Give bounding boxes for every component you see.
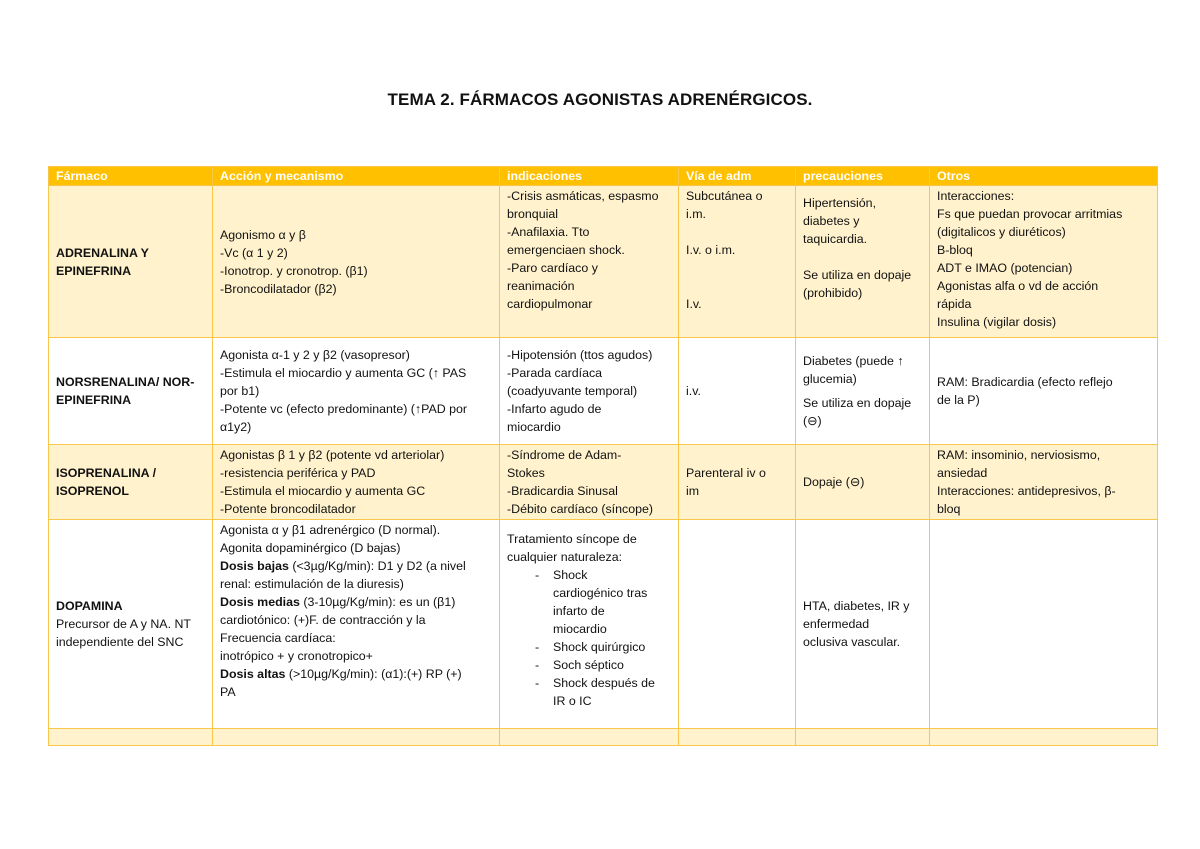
text-line: -Débito cardíaco (síncope) xyxy=(507,502,654,516)
text-line: -Potente broncodilatador xyxy=(220,502,356,516)
text-line: oclusiva vascular. xyxy=(803,635,901,649)
text-line: bronquial xyxy=(507,207,558,221)
text-line: (digitalicos y diuréticos) xyxy=(937,225,1066,239)
text-line: -Vc (α 1 y 2) xyxy=(220,245,288,260)
bold-label: Dosis altas xyxy=(220,667,286,681)
text-line: B-bloq xyxy=(937,243,973,257)
cell-accion xyxy=(213,445,500,520)
indication-list xyxy=(507,566,671,710)
cell-precauciones xyxy=(796,338,930,445)
text-line: -Anafilaxia. Tto xyxy=(507,225,590,239)
bold-label: Dosis bajas xyxy=(220,559,289,573)
text-line: -Paro cardíaco y xyxy=(507,261,598,275)
page-title: TEMA 2. FÁRMACOS AGONISTAS ADRENÉRGICOS. xyxy=(387,90,813,109)
text-line: independiente del SNC xyxy=(56,635,184,649)
cell-farmaco xyxy=(49,338,213,445)
cell-precauciones xyxy=(796,520,930,729)
text-line: (⊖) xyxy=(803,414,822,428)
cell-farmaco xyxy=(49,520,213,729)
text-line: i.v. xyxy=(686,384,701,398)
text-line: im xyxy=(686,484,700,498)
text-line: -Parada cardíaca xyxy=(507,366,603,380)
cell-indicaciones xyxy=(500,520,679,729)
text-line: Interacciones: xyxy=(937,189,1015,203)
list-item: - Soch séptico xyxy=(553,656,671,674)
text-line: ADT e IMAO (potencian) xyxy=(937,261,1073,275)
cell-otros xyxy=(930,520,1158,729)
text-line: reanimación xyxy=(507,279,575,293)
text-line: -Estimula el miocardio y aumenta GC (↑ PAS xyxy=(220,366,467,380)
text-line: Se utiliza en dopaje xyxy=(803,396,912,410)
header-row xyxy=(49,167,1158,186)
header-precauciones: precauciones xyxy=(796,167,930,186)
text-line: Agonismo α y β xyxy=(220,227,306,242)
empty-cell xyxy=(500,729,679,746)
text-line: (coadyuvante temporal) xyxy=(507,384,638,398)
text-line: -Estimula el miocardio y aumenta GC xyxy=(220,484,426,498)
text-line: RAM: insominio, nerviosismo, xyxy=(937,448,1101,462)
text-line: Se utiliza en dopaje xyxy=(803,268,912,282)
text-line: por b1) xyxy=(220,384,260,398)
drug-name-line: EPINEFRINA xyxy=(56,393,132,407)
cell-accion xyxy=(213,186,500,338)
cell-otros xyxy=(930,338,1158,445)
cell-indicaciones xyxy=(500,186,679,338)
text-line: rápida xyxy=(937,297,972,311)
text-line: Agonistas alfa o vd de acción xyxy=(937,279,1099,293)
text-line: renal: estimulación de la diuresis) xyxy=(220,577,404,591)
text-line: PA xyxy=(220,685,236,699)
text-line: Parenteral iv o xyxy=(686,466,766,480)
text-line: i.m. xyxy=(686,207,706,221)
text-line: Tratamiento síncope de xyxy=(507,532,637,546)
table-row xyxy=(49,186,1158,338)
text-line: Insulina (vigilar dosis) xyxy=(937,315,1057,329)
text-line: -resistencia periférica y PAD xyxy=(220,466,376,480)
text-line: Frecuencia cardíaca: xyxy=(220,631,336,645)
text-line: Dosis bajas (<3µg/Kg/min): D1 y D2 (a nivel xyxy=(220,559,466,573)
text-line: Agonita dopaminérgico (D bajas) xyxy=(220,541,401,555)
text-line: miocardio xyxy=(507,420,561,434)
text-line: Agonista α-1 y 2 y β2 (vasopresor) xyxy=(220,348,410,362)
text-line: I.v. o i.m. xyxy=(686,243,736,257)
cell-via xyxy=(679,520,796,729)
text-line: RAM: Bradicardia (efecto reflejo xyxy=(937,375,1113,389)
drug-name-line: DOPAMINA xyxy=(56,599,123,613)
text-line: -Crisis asmáticas, espasmo xyxy=(507,189,659,203)
cell-accion xyxy=(213,338,500,445)
text-line: HTA, diabetes, IR y xyxy=(803,599,910,613)
cell-otros xyxy=(930,445,1158,520)
empty-cell xyxy=(796,729,930,746)
cell-via xyxy=(679,338,796,445)
bold-label: Dosis medias xyxy=(220,595,300,609)
cell-precauciones xyxy=(796,445,930,520)
text-line: taquicardia. xyxy=(803,232,868,246)
table-row xyxy=(49,445,1158,520)
text-line: glucemia) xyxy=(803,372,857,386)
empty-cell xyxy=(679,729,796,746)
text-line: -Broncodilatador (β2) xyxy=(220,281,337,296)
text-line: bloq xyxy=(937,502,961,516)
header-indicaciones: indicaciones xyxy=(500,167,679,186)
drug-name-line: NORSRENALINA/ NOR- xyxy=(56,375,195,389)
text-line: Dosis altas (>10µg/Kg/min): (α1):(+) RP (+) xyxy=(220,667,462,681)
text-line: Dopaje (⊖) xyxy=(803,475,865,489)
text-line: cualquier naturaleza: xyxy=(507,550,623,564)
text-line: I.v. xyxy=(686,297,702,311)
text-line: ansiedad xyxy=(937,466,988,480)
drug-name-line: ISOPRENOL xyxy=(56,484,129,498)
text-line: Interacciones: antidepresivos, β- xyxy=(937,484,1116,498)
table-row xyxy=(49,520,1158,729)
cell-via xyxy=(679,186,796,338)
text-line: -Ionotrop. y cronotrop. (β1) xyxy=(220,263,368,278)
list-item: - Shock quirúrgico xyxy=(553,638,671,656)
header-otros: Otros xyxy=(930,167,1158,186)
text-line: -Hipotensión (ttos agudos) xyxy=(507,348,653,362)
cell-accion xyxy=(213,520,500,729)
header-farmaco: Fármaco xyxy=(49,167,213,186)
text-line: α1y2) xyxy=(220,420,252,434)
text-line: Agonista α y β1 adrenérgico (D normal). xyxy=(220,523,441,537)
text-line: Subcutánea o xyxy=(686,189,763,203)
cell-indicaciones xyxy=(500,338,679,445)
table-row xyxy=(49,338,1158,445)
drug-name-line: EPINEFRINA xyxy=(56,263,132,278)
drug-name-line: ISOPRENALINA / xyxy=(56,466,157,480)
cell-precauciones xyxy=(796,186,930,338)
table-row xyxy=(49,729,1158,746)
text-line: -Síndrome de Adam- xyxy=(507,448,622,462)
text-line: -Infarto agudo de xyxy=(507,402,602,416)
empty-cell xyxy=(213,729,500,746)
text-line: -Bradicardia Sinusal xyxy=(507,484,618,498)
drug-name-line: ADRENALINA Y xyxy=(56,245,149,260)
text-line: Dosis medias (3-10µg/Kg/min): es un (β1) xyxy=(220,595,456,609)
text-line: cardiotónico: (+)F. de contracción y la xyxy=(220,613,426,627)
text-line: Diabetes (puede ↑ xyxy=(803,354,904,368)
header-accion: Acción y mecanismo xyxy=(213,167,500,186)
text-line: diabetes y xyxy=(803,214,860,228)
cell-otros xyxy=(930,186,1158,338)
empty-cell xyxy=(49,729,213,746)
drug-table xyxy=(48,166,1158,746)
text-line: -Potente vc (efecto predominante) (↑PAD por xyxy=(220,402,468,416)
text-line: inotrópico + y cronotropico+ xyxy=(220,649,373,663)
text-line: emergenciaen shock. xyxy=(507,243,625,257)
cell-via xyxy=(679,445,796,520)
list-item: - Shock después de IR o IC xyxy=(553,674,671,710)
text-line: Fs que puedan provocar arritmias xyxy=(937,207,1123,221)
text-line: Stokes xyxy=(507,466,545,480)
header-via: Vía de adm xyxy=(679,167,796,186)
text-line: (prohibido) xyxy=(803,286,863,300)
text-line: enfermedad xyxy=(803,617,870,631)
cell-farmaco xyxy=(49,186,213,338)
text-line: de la P) xyxy=(937,393,980,407)
empty-cell xyxy=(930,729,1158,746)
text-line: Hipertensión, xyxy=(803,196,877,210)
cell-indicaciones xyxy=(500,445,679,520)
text-line: cardiopulmonar xyxy=(507,297,593,311)
cell-farmaco xyxy=(49,445,213,520)
text-line: Precursor de A y NA. NT xyxy=(56,617,191,631)
list-item: - Shock cardiogénico tras infarto de miocardio xyxy=(553,566,671,638)
text-line: Agonistas β 1 y β2 (potente vd arteriolar) xyxy=(220,448,445,462)
